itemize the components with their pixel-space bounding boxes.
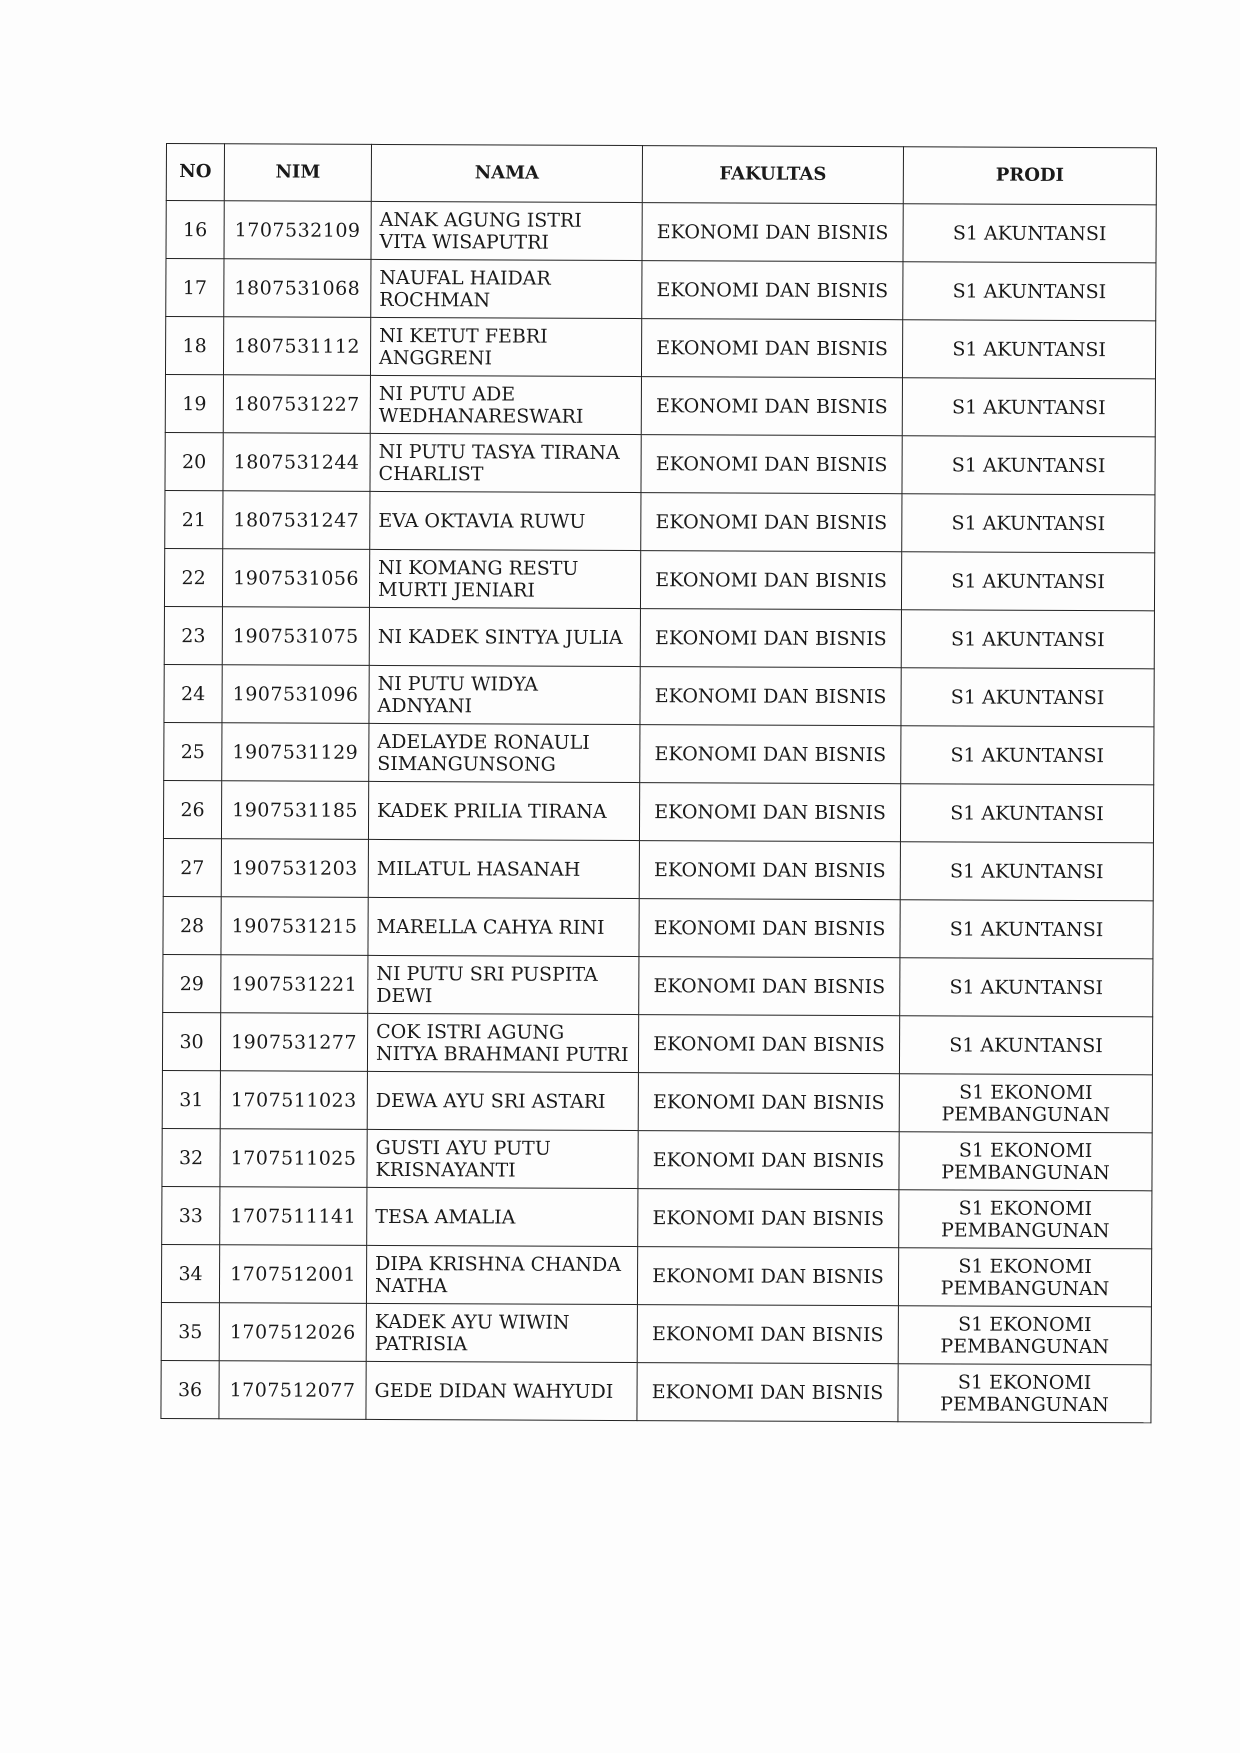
table-row — [165, 374, 1155, 436]
cell-nim: 1707511023 — [220, 1071, 367, 1130]
table-body — [161, 201, 1156, 1423]
cell-no: 27 — [163, 838, 221, 896]
cell-prodi: S1 AKUNTANSI — [901, 668, 1154, 727]
cell-fakultas: EKONOMI DAN BISNIS — [639, 957, 900, 1016]
cell-no: 35 — [161, 1302, 219, 1360]
table-row — [164, 664, 1154, 726]
cell-nama: NI PUTU WIDYA ADNYANI — [369, 665, 640, 724]
cell-nim: 1807531227 — [223, 375, 370, 434]
cell-no: 26 — [163, 780, 221, 838]
header-row — [166, 144, 1156, 205]
cell-fakultas: EKONOMI DAN BISNIS — [638, 1015, 899, 1074]
cell-nama: GEDE DIDAN WAHYUDI — [366, 1361, 637, 1420]
header-nim: NIM — [224, 144, 371, 202]
table-row — [166, 201, 1156, 263]
table-row — [161, 1302, 1151, 1364]
cell-nim: 1907531129 — [222, 723, 369, 782]
cell-nim: 1907531215 — [221, 897, 368, 956]
cell-prodi: S1 AKUNTANSI — [901, 726, 1154, 785]
cell-fakultas: EKONOMI DAN BISNIS — [640, 667, 901, 726]
cell-nim: 1907531056 — [222, 549, 369, 608]
cell-no: 24 — [164, 664, 222, 722]
cell-no: 20 — [165, 432, 223, 490]
cell-fakultas: EKONOMI DAN BISNIS — [641, 319, 902, 378]
cell-nim: 1907531221 — [221, 955, 368, 1014]
cell-fakultas: EKONOMI DAN BISNIS — [639, 841, 900, 900]
cell-prodi: S1 EKONOMI PEMBANGUNAN — [899, 1074, 1152, 1133]
cell-prodi: S1 AKUNTANSI — [900, 842, 1153, 901]
cell-prodi: S1 AKUNTANSI — [900, 900, 1153, 959]
cell-nama: NI KOMANG RESTU MURTI JENIARI — [369, 549, 640, 608]
cell-no: 32 — [162, 1128, 220, 1186]
cell-nim: 1907531277 — [220, 1013, 367, 1072]
cell-fakultas: EKONOMI DAN BISNIS — [641, 493, 902, 552]
cell-nim: 1807531112 — [223, 317, 370, 376]
cell-fakultas: EKONOMI DAN BISNIS — [640, 725, 901, 784]
cell-fakultas: EKONOMI DAN BISNIS — [638, 1189, 899, 1248]
cell-nim: 1707512001 — [219, 1245, 366, 1304]
cell-no: 23 — [164, 606, 222, 664]
cell-no: 36 — [161, 1360, 219, 1418]
table-row — [162, 1012, 1152, 1074]
table-row — [162, 1070, 1152, 1132]
cell-prodi: S1 AKUNTANSI — [901, 610, 1154, 669]
cell-nama: NI PUTU SRI PUSPITA DEWI — [368, 955, 639, 1014]
cell-prodi: S1 EKONOMI PEMBANGUNAN — [898, 1364, 1151, 1423]
cell-nama: KADEK AYU WIWIN PATRISIA — [366, 1303, 637, 1362]
cell-prodi: S1 AKUNTANSI — [902, 320, 1155, 379]
cell-fakultas: EKONOMI DAN BISNIS — [638, 1131, 899, 1190]
cell-prodi: S1 AKUNTANSI — [903, 204, 1156, 263]
cell-no: 16 — [166, 201, 224, 259]
cell-nim: 1707511025 — [220, 1129, 367, 1188]
cell-prodi: S1 AKUNTANSI — [902, 436, 1155, 495]
cell-fakultas: EKONOMI DAN BISNIS — [639, 783, 900, 842]
cell-prodi: S1 AKUNTANSI — [902, 494, 1155, 553]
cell-no: 34 — [161, 1244, 219, 1302]
cell-no: 28 — [163, 896, 221, 954]
cell-nama: ANAK AGUNG ISTRI VITA WISAPUTRI — [371, 201, 642, 260]
cell-fakultas: EKONOMI DAN BISNIS — [641, 377, 902, 436]
student-table — [160, 143, 1157, 1423]
cell-fakultas: EKONOMI DAN BISNIS — [637, 1247, 898, 1306]
table-row — [163, 838, 1153, 900]
cell-nama: NAUFAL HAIDAR ROCHMAN — [371, 259, 642, 318]
cell-prodi: S1 EKONOMI PEMBANGUNAN — [899, 1190, 1152, 1249]
cell-no: 29 — [163, 954, 221, 1012]
cell-prodi: S1 AKUNTANSI — [901, 552, 1154, 611]
cell-nama: NI KADEK SINTYA JULIA — [369, 607, 640, 666]
cell-nama: DIPA KRISHNA CHANDA NATHA — [366, 1245, 637, 1304]
cell-nama: EVA OKTAVIA RUWU — [370, 491, 641, 550]
cell-nama: NI PUTU ADE WEDHANARESWARI — [370, 375, 641, 434]
table-row — [164, 548, 1154, 610]
cell-nama: ADELAYDE RONAULI SIMANGUNSONG — [369, 723, 640, 782]
cell-fakultas: EKONOMI DAN BISNIS — [640, 551, 901, 610]
table-row — [165, 432, 1155, 494]
cell-no: 21 — [165, 490, 223, 548]
cell-nama: NI KETUT FEBRI ANGGRENI — [370, 317, 641, 376]
table-row — [161, 1244, 1151, 1306]
cell-prodi: S1 EKONOMI PEMBANGUNAN — [899, 1132, 1152, 1191]
cell-prodi: S1 AKUNTANSI — [903, 262, 1156, 321]
header-no: NO — [166, 144, 224, 201]
table-row — [162, 1128, 1152, 1190]
cell-nama: MARELLA CAHYA RINI — [368, 897, 639, 956]
cell-nim: 1707511141 — [220, 1187, 367, 1246]
cell-nama: TESA AMALIA — [367, 1187, 638, 1246]
cell-nama: COK ISTRI AGUNG NITYA BRAHMANI PUTRI — [367, 1013, 638, 1072]
table-row — [165, 317, 1155, 379]
cell-prodi: S1 AKUNTANSI — [899, 1016, 1152, 1075]
cell-no: 19 — [165, 374, 223, 432]
cell-no: 31 — [162, 1070, 220, 1128]
table-row — [164, 722, 1154, 784]
table-row — [164, 606, 1154, 668]
cell-prodi: S1 AKUNTANSI — [900, 958, 1153, 1017]
cell-no: 25 — [164, 722, 222, 780]
cell-no: 33 — [162, 1186, 220, 1244]
cell-prodi: S1 EKONOMI PEMBANGUNAN — [898, 1306, 1151, 1365]
header-nama: NAMA — [371, 144, 642, 202]
cell-fakultas: EKONOMI DAN BISNIS — [641, 435, 902, 494]
table-row — [161, 1360, 1151, 1422]
cell-nim: 1707532109 — [224, 201, 371, 260]
cell-prodi: S1 AKUNTANSI — [902, 378, 1155, 437]
cell-nim: 1907531185 — [221, 781, 368, 840]
cell-nim: 1707512077 — [219, 1361, 366, 1420]
cell-nama: MILATUL HASANAH — [368, 839, 639, 898]
table-row — [162, 1186, 1152, 1248]
header-prodi: PRODI — [903, 147, 1156, 205]
cell-nama: GUSTI AYU PUTU KRISNAYANTI — [367, 1129, 638, 1188]
cell-prodi: S1 EKONOMI PEMBANGUNAN — [898, 1248, 1151, 1307]
cell-fakultas: EKONOMI DAN BISNIS — [640, 609, 901, 668]
cell-nama: DEWA AYU SRI ASTARI — [367, 1071, 638, 1130]
cell-no: 22 — [164, 548, 222, 606]
cell-prodi: S1 AKUNTANSI — [900, 784, 1153, 843]
cell-fakultas: EKONOMI DAN BISNIS — [637, 1363, 898, 1422]
table-row — [166, 259, 1156, 321]
cell-no: 30 — [162, 1012, 220, 1070]
table-row — [163, 780, 1153, 842]
cell-fakultas: EKONOMI DAN BISNIS — [639, 899, 900, 958]
cell-nama: KADEK PRILIA TIRANA — [368, 781, 639, 840]
cell-fakultas: EKONOMI DAN BISNIS — [637, 1305, 898, 1364]
cell-nim: 1807531247 — [223, 491, 370, 550]
table-row — [165, 490, 1155, 552]
cell-nim: 1707512026 — [219, 1303, 366, 1362]
table-header — [166, 144, 1156, 205]
cell-fakultas: EKONOMI DAN BISNIS — [642, 203, 903, 262]
cell-no: 17 — [166, 259, 224, 317]
cell-no: 18 — [165, 317, 223, 375]
cell-fakultas: EKONOMI DAN BISNIS — [642, 261, 903, 320]
cell-nim: 1907531075 — [222, 607, 369, 666]
table-row — [163, 896, 1153, 958]
cell-nim: 1907531096 — [222, 665, 369, 724]
cell-nama: NI PUTU TASYA TIRANA CHARLIST — [370, 433, 641, 492]
cell-nim: 1907531203 — [221, 839, 368, 898]
cell-nim: 1807531244 — [223, 433, 370, 492]
header-fakultas: FAKULTAS — [642, 146, 903, 204]
table-row — [163, 954, 1153, 1016]
cell-fakultas: EKONOMI DAN BISNIS — [638, 1073, 899, 1132]
cell-nim: 1807531068 — [224, 259, 371, 318]
